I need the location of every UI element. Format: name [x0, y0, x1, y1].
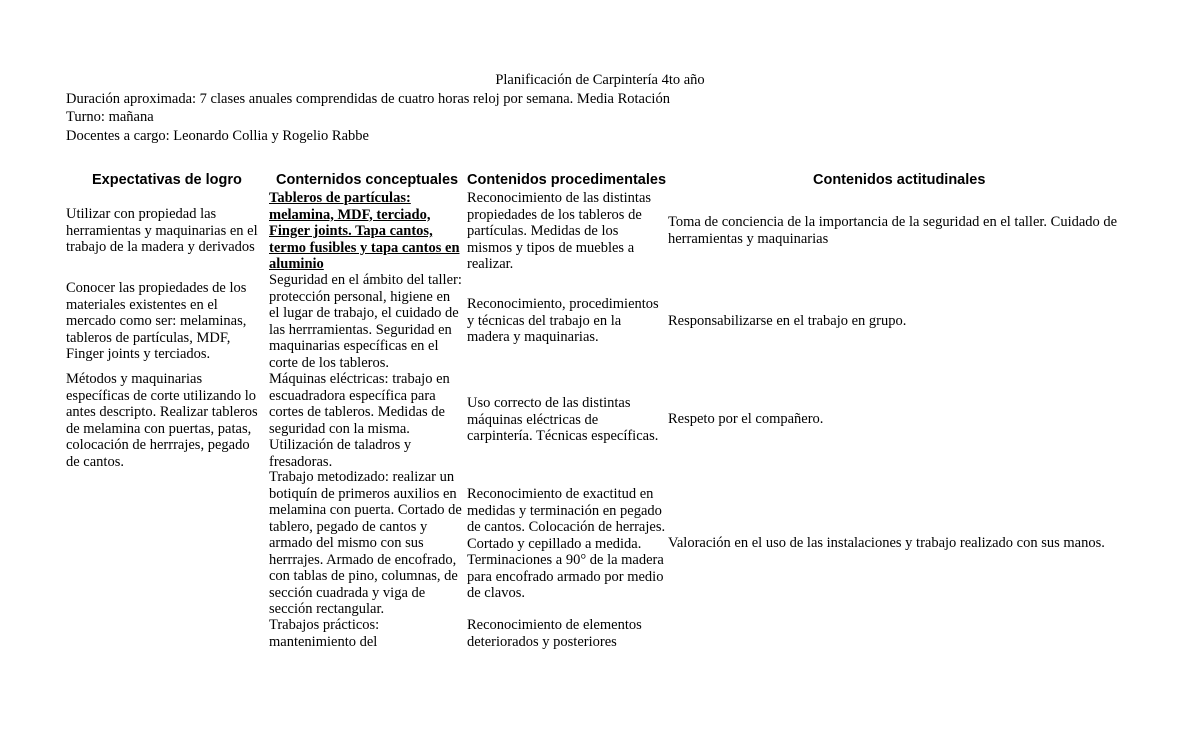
actitudinal-item: Responsabilizarse en el trabajo en grupo. — [668, 313, 907, 329]
expectativa-item: Métodos y maquinarias específicas de corte utilizando lo antes descripto. Realizar tableros de melamina con puertas, patas, colocación de herrrajes, pegado de cantos. — [66, 371, 258, 470]
header-conceptuales: Conternidos conceptuales — [276, 172, 459, 188]
conceptual-item: Seguridad en el ámbito del taller: protección personal, higiene en el lugar de trabajo, el cuidado de las herrramientas. Seguridad en maquinarias específicas en el corte de los tableros. — [269, 272, 462, 371]
procedimental-item: Reconocimiento, procedimientos y técnicas del trabajo en la madera y maquinarias. — [467, 296, 659, 345]
procedimental-item: Uso correcto de las distintas máquinas eléctricas de carpintería. Técnicas específicas. — [467, 395, 659, 444]
actitudinal-item: Valoración en el uso de las instalaciones y trabajo realizado con sus manos. — [668, 535, 1105, 551]
duration-text: Duración aproximada: 7 clases anuales comprendidas de cuatro horas reloj por semana. Media Rotación — [66, 91, 670, 107]
shift-text: Turno: mañana — [66, 109, 154, 125]
procedimental-item: Reconocimiento de exactitud en medidas y terminación en pegado de cantos. Colocación de herrajes. Cortado y cepillado a medida. Terminaciones a 90° de la madera para encofrado armado por medio de clavos. — [467, 486, 666, 601]
teachers-text: Docentes a cargo: Leonardo Collia y Rogelio Rabbe — [66, 128, 369, 144]
header-procedimentales: Contenidos procedimentales — [467, 172, 667, 188]
procedimental-item: Reconocimiento de las distintas propiedades de los tableros de partículas. Medidas de los mismos y tipos de muebles a realizar. — [467, 190, 652, 272]
conceptual-highlight: Tableros de partículas: melamina, MDF, terciado, Finger joints. Tapa cantos, termo fusibles y tapa cantos en aluminio — [269, 190, 460, 272]
conceptual-item: Trabajos prácticos: mantenimiento del — [269, 617, 380, 650]
actitudinal-item: Toma de conciencia de la importancia de la seguridad en el taller. Cuidado de herramientas y maquinarias — [668, 214, 1118, 247]
actitudinal-item: Respeto por el compañero. — [668, 411, 824, 427]
conceptual-item: Trabajo metodizado: realizar un botiquín de primeros auxilios en melamina con puerta. Cortado de tablero, pegado de cantos y armado del mismo con sus herrrajes. Armado de encofrado, con tablas de pino, columnas, de sección cuadrada y viga de sección rectangular. — [269, 469, 462, 617]
expectativa-item: Utilizar con propiedad las herramientas y maquinarias en el trabajo de la madera y derivados — [66, 206, 258, 255]
header-expectativas: Expectativas de logro — [92, 172, 242, 188]
procedimental-item: Reconocimiento de elementos deteriorados y posteriores — [467, 617, 642, 650]
conceptual-item: Máquinas eléctricas: trabajo en escuadradora específica para cortes de tableros. Medidas de seguridad con la misma. Utilización de taladros y fresadoras. — [269, 371, 450, 470]
header-actitudinales: Contenidos actitudinales — [813, 172, 986, 188]
document-title: Planificación de Carpintería 4to año — [495, 72, 705, 88]
expectativa-item: Conocer las propiedades de los materiales existentes en el mercado como ser: melaminas, tableros de partículas, MDF, Finger joints y terciados. — [66, 280, 247, 362]
